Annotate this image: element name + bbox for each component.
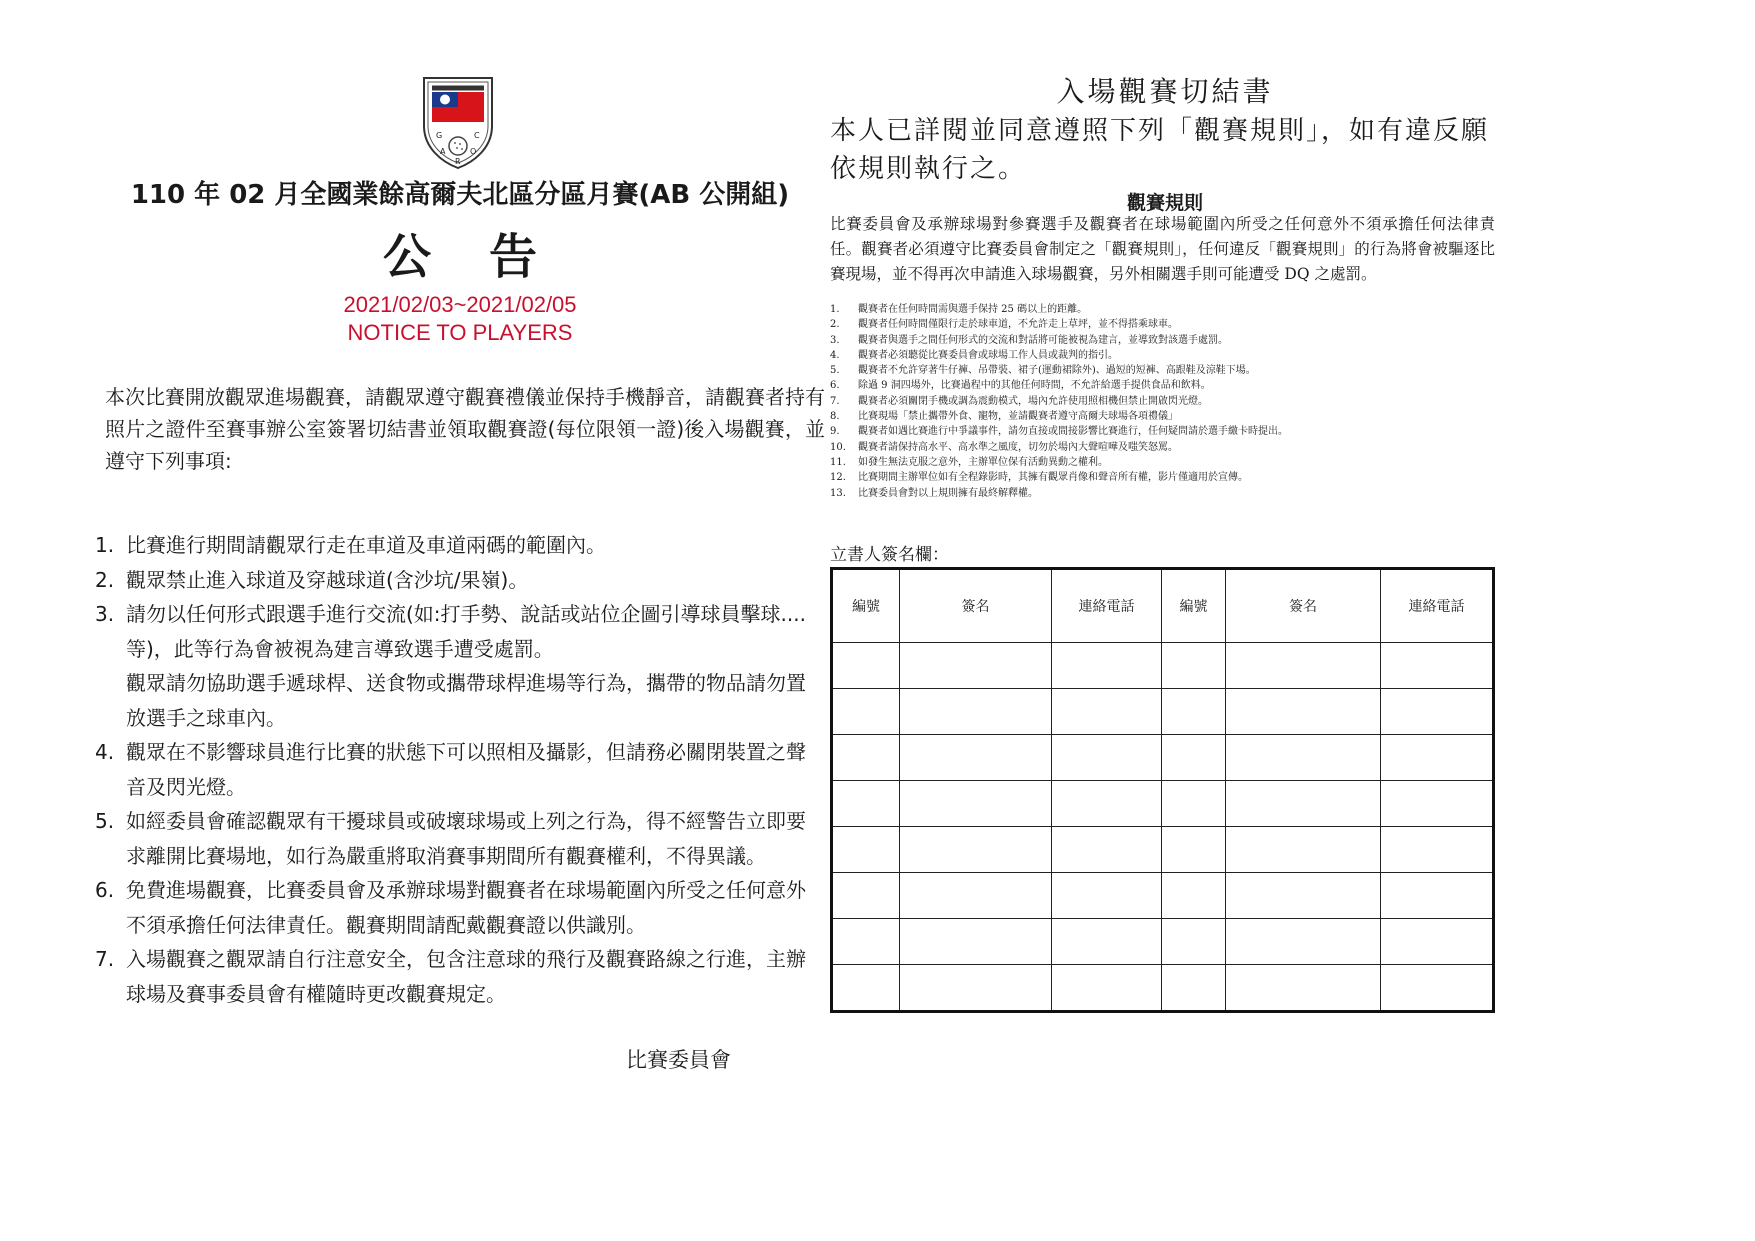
rule-number: 7. <box>95 947 115 971</box>
number-cell[interactable] <box>1162 643 1226 689</box>
garoc-logo <box>418 74 498 170</box>
rule-text: 除過 9 洞四場外，比賽過程中的其他任何時間，不允許給選手提供食品和飲料。 <box>858 380 1211 392</box>
notice-rule <box>95 735 825 804</box>
number-cell[interactable] <box>1162 781 1226 827</box>
rule-text: 請勿以任何形式跟選手進行交流(如:打手勢、說話或站位企圖引導球員擊球....等)，此等行為會被視為建言導致選手遭受處罰。 <box>126 602 806 661</box>
spectator-rule <box>830 486 1500 501</box>
signature-cell[interactable] <box>1226 689 1381 735</box>
notice-rule <box>95 873 825 942</box>
signature-row <box>832 919 1494 965</box>
signature-cell[interactable] <box>900 965 1052 1012</box>
col-header-phone: 連絡電話 <box>1381 569 1494 643</box>
number-cell[interactable] <box>832 643 900 689</box>
rule-number: 9. <box>830 426 840 438</box>
rule-text: 觀眾在不影響球員進行比賽的狀態下可以照相及攝影，但請務必關閉裝置之聲音及閃光燈。 <box>126 740 806 799</box>
signature-row <box>832 965 1494 1012</box>
spectator-rule <box>830 470 1500 485</box>
signature-cell[interactable] <box>900 643 1052 689</box>
rule-text: 觀賽者在任何時間需與選手保持 25 碼以上的距離。 <box>858 304 1088 315</box>
phone-cell[interactable] <box>1052 919 1162 965</box>
rule-text: 觀賽者必須關閉手機或調為震動模式，場內允許使用照相機但禁止開啟閃光燈。 <box>858 395 1208 407</box>
spectator-rule <box>830 440 1500 455</box>
phone-cell[interactable] <box>1052 873 1162 919</box>
notice-heading-en: NOTICE TO PLAYERS <box>347 320 573 345</box>
rule-text: 觀賽者與選手之間任何形式的交流和對話將可能被視為建言，並導致對該選手處罰。 <box>858 334 1228 346</box>
phone-cell[interactable] <box>1381 735 1494 781</box>
rule-number: 6. <box>95 878 115 902</box>
signature-cell[interactable] <box>1226 827 1381 873</box>
rule-text: 觀眾禁止進入球道及穿越球道(含沙坑/果嶺)。 <box>126 567 529 592</box>
svg-text:O: O <box>470 147 477 156</box>
signature-cell[interactable] <box>900 735 1052 781</box>
spectator-rule <box>830 409 1500 424</box>
number-cell[interactable] <box>832 689 900 735</box>
affidavit-consent: 本人已詳閱並同意遵照下列「觀賽規則」，如有違反願依規則執行之。 <box>830 116 1490 184</box>
rule-number: 3. <box>830 334 840 346</box>
rule-text: 觀賽者請保持高水平、高水準之風度，切勿於場內大聲喧嘩及嗤笑怒罵。 <box>858 441 1178 453</box>
number-cell[interactable] <box>1162 919 1226 965</box>
spectator-rule <box>830 455 1500 470</box>
signature-row <box>832 735 1494 781</box>
event-dates: 2021/02/03~2021/02/05 <box>343 292 577 317</box>
spectator-rule <box>830 333 1500 348</box>
signature-cell[interactable] <box>900 781 1052 827</box>
signature-cell[interactable] <box>900 827 1052 873</box>
number-cell[interactable] <box>832 781 900 827</box>
col-header-signature: 簽名 <box>1226 569 1381 643</box>
rule-number: 7. <box>830 395 840 407</box>
signature-cell[interactable] <box>1226 873 1381 919</box>
col-header-phone: 連絡電話 <box>1052 569 1162 643</box>
notice-rule <box>95 528 825 563</box>
phone-cell[interactable] <box>1052 965 1162 1012</box>
number-cell[interactable] <box>832 919 900 965</box>
phone-cell[interactable] <box>1052 689 1162 735</box>
col-header-number: 編號 <box>832 569 900 643</box>
spectator-rules-title: 觀賽規則 <box>1126 192 1203 214</box>
spectator-rule <box>830 317 1500 332</box>
spectator-rules-list <box>830 302 1500 501</box>
rule-text-extra: 觀眾請勿協助選手遞球桿、送食物或攜帶球桿進場等行為，攜帶的物品請勿置放選手之球車內。 <box>126 671 806 730</box>
number-cell[interactable] <box>832 873 900 919</box>
number-cell[interactable] <box>1162 965 1226 1012</box>
rule-number: 13. <box>830 487 846 499</box>
rule-number: 4. <box>95 740 115 764</box>
phone-cell[interactable] <box>1381 643 1494 689</box>
signature-cell[interactable] <box>1226 919 1381 965</box>
number-cell[interactable] <box>1162 873 1226 919</box>
spectator-rule <box>830 394 1500 409</box>
spectator-rule <box>830 348 1500 363</box>
phone-cell[interactable] <box>1052 781 1162 827</box>
number-cell[interactable] <box>832 965 900 1012</box>
phone-cell[interactable] <box>1381 919 1494 965</box>
number-cell[interactable] <box>832 735 900 781</box>
rule-number: 12. <box>830 472 846 484</box>
number-cell[interactable] <box>1162 827 1226 873</box>
signature-row <box>832 689 1494 735</box>
rule-number: 2. <box>830 319 840 331</box>
rule-text: 比賽委員會對以上規則擁有最終解釋權。 <box>858 487 1038 499</box>
signature-row <box>832 827 1494 873</box>
svg-text:C: C <box>474 131 480 140</box>
col-header-number: 編號 <box>1162 569 1226 643</box>
rule-text: 比賽期間主辦單位如有全程錄影時，其擁有觀眾肖像和聲音所有權，影片僅適用於宣傳。 <box>858 472 1248 484</box>
rule-text: 觀賽者如遇比賽進行中爭議事件，請勿直接或間接影響比賽進行，任何疑問請於選手繳卡時提出。 <box>858 426 1288 438</box>
spectator-rule <box>830 424 1500 439</box>
rule-text: 免費進場觀賽，比賽委員會及承辦球場對觀賽者在球場範圍內所受之任何意外不須承擔任何法律責任。觀賽期間請配戴觀賽證以供識別。 <box>126 878 806 937</box>
notice-rules-list <box>95 528 825 1011</box>
spectator-rules-intro: 比賽委員會及承辦球場對參賽選手及觀賽者在球場範圍內所受之任何意外不須承擔任何法律責任。觀賽者必須遵守比賽委員會制定之「觀賽規則」，任何違反「觀賽規則」的行為將會被驅逐比賽現場，並不得再次申請進入球場觀賽，另外相關選手則可能遭受 DQ 之處罰。 <box>830 215 1495 283</box>
signature-cell[interactable] <box>900 919 1052 965</box>
notice-intro: 本次比賽開放觀眾進場觀賽，請觀眾遵守觀賽禮儀並保持手機靜音，請觀賽者持有照片之證件至賽事辦公室簽署切結書並領取觀賽證(每位限領一證)後入場觀賽，並遵守下列事項: <box>105 385 825 473</box>
phone-cell[interactable] <box>1052 643 1162 689</box>
rule-text: 觀賽者不允許穿著牛仔褲、吊帶裝、裙子(運動裙除外)、過短的短褲、高跟鞋及涼鞋下場。 <box>858 365 1256 377</box>
signature-cell[interactable] <box>1226 781 1381 827</box>
rule-text: 觀賽者必須聽從比賽委員會或球場工作人員或裁判的指引。 <box>858 349 1118 361</box>
rule-number: 1. <box>95 533 115 557</box>
notice-rule <box>95 597 825 735</box>
phone-cell[interactable] <box>1381 965 1494 1012</box>
rule-number: 8. <box>830 411 840 423</box>
rule-number: 11. <box>830 456 846 468</box>
rule-text: 如發生無法克服之意外，主辦單位保有活動異動之權利。 <box>858 456 1108 468</box>
signature-cell[interactable] <box>900 873 1052 919</box>
svg-text:R: R <box>455 157 461 166</box>
rule-number: 6. <box>830 380 840 392</box>
signature-row <box>832 643 1494 689</box>
signature-cell[interactable] <box>1226 965 1381 1012</box>
signature-table-header <box>832 569 1494 643</box>
signature-label: 立書人簽名欄： <box>830 545 949 565</box>
signature-table <box>830 567 1495 1013</box>
rule-number: 2. <box>95 567 115 592</box>
rule-number: 5. <box>830 365 840 377</box>
phone-cell[interactable] <box>1381 827 1494 873</box>
spectator-rule <box>830 363 1500 378</box>
rule-text: 比賽進行期間請觀眾行走在車道及車道兩碼的範圍內。 <box>126 533 606 557</box>
rule-text: 入場觀賽之觀眾請自行注意安全，包含注意球的飛行及觀賽路線之行進，主辦球場及賽事委員會有權隨時更改觀賽規定。 <box>126 947 806 1006</box>
phone-cell[interactable] <box>1381 781 1494 827</box>
signature-row <box>832 781 1494 827</box>
phone-cell[interactable] <box>1052 827 1162 873</box>
rule-number: 1. <box>830 304 840 315</box>
notice-rule <box>95 942 825 1011</box>
col-header-signature: 簽名 <box>900 569 1052 643</box>
rule-text: 觀賽者任何時間僅限行走於球車道，不允許走上草坪，並不得搭乘球車。 <box>858 319 1178 331</box>
notice-title: 110 年 02 月全國業餘高爾夫北區分區月賽(AB 公開組) <box>130 180 790 210</box>
number-cell[interactable] <box>1162 689 1226 735</box>
spectator-rule <box>830 302 1500 317</box>
rule-number: 3. <box>95 602 115 626</box>
svg-text:G: G <box>436 131 443 140</box>
signature-row <box>832 873 1494 919</box>
phone-cell[interactable] <box>1381 873 1494 919</box>
notice-rule <box>95 804 825 873</box>
signature-cell[interactable] <box>1226 643 1381 689</box>
phone-cell[interactable] <box>1052 735 1162 781</box>
svg-text:A: A <box>440 147 446 156</box>
rule-text: 如經委員會確認觀眾有干擾球員或破壞球場或上列之行為，得不經警告立即要求離開比賽場地，如行為嚴重將取消賽事期間所有觀賽權利，不得異議。 <box>126 809 806 868</box>
spectator-rule <box>830 378 1500 393</box>
number-cell[interactable] <box>1162 735 1226 781</box>
rule-number: 4. <box>830 349 840 361</box>
phone-cell[interactable] <box>1381 689 1494 735</box>
rule-number: 10. <box>830 441 846 453</box>
rule-text: 比賽現場「禁止攜帶外食、寵物，並請觀賽者遵守高爾夫球場各項禮儀」 <box>858 411 1178 423</box>
notice-heading: 公告 <box>382 229 595 285</box>
committee-signature: 比賽委員會 <box>626 1048 731 1072</box>
rule-number: 5. <box>95 809 115 833</box>
signature-cell[interactable] <box>1226 735 1381 781</box>
notice-rule <box>95 563 825 598</box>
affidavit-title: 入場觀賽切結書 <box>1056 75 1274 108</box>
number-cell[interactable] <box>832 827 900 873</box>
signature-cell[interactable] <box>900 689 1052 735</box>
